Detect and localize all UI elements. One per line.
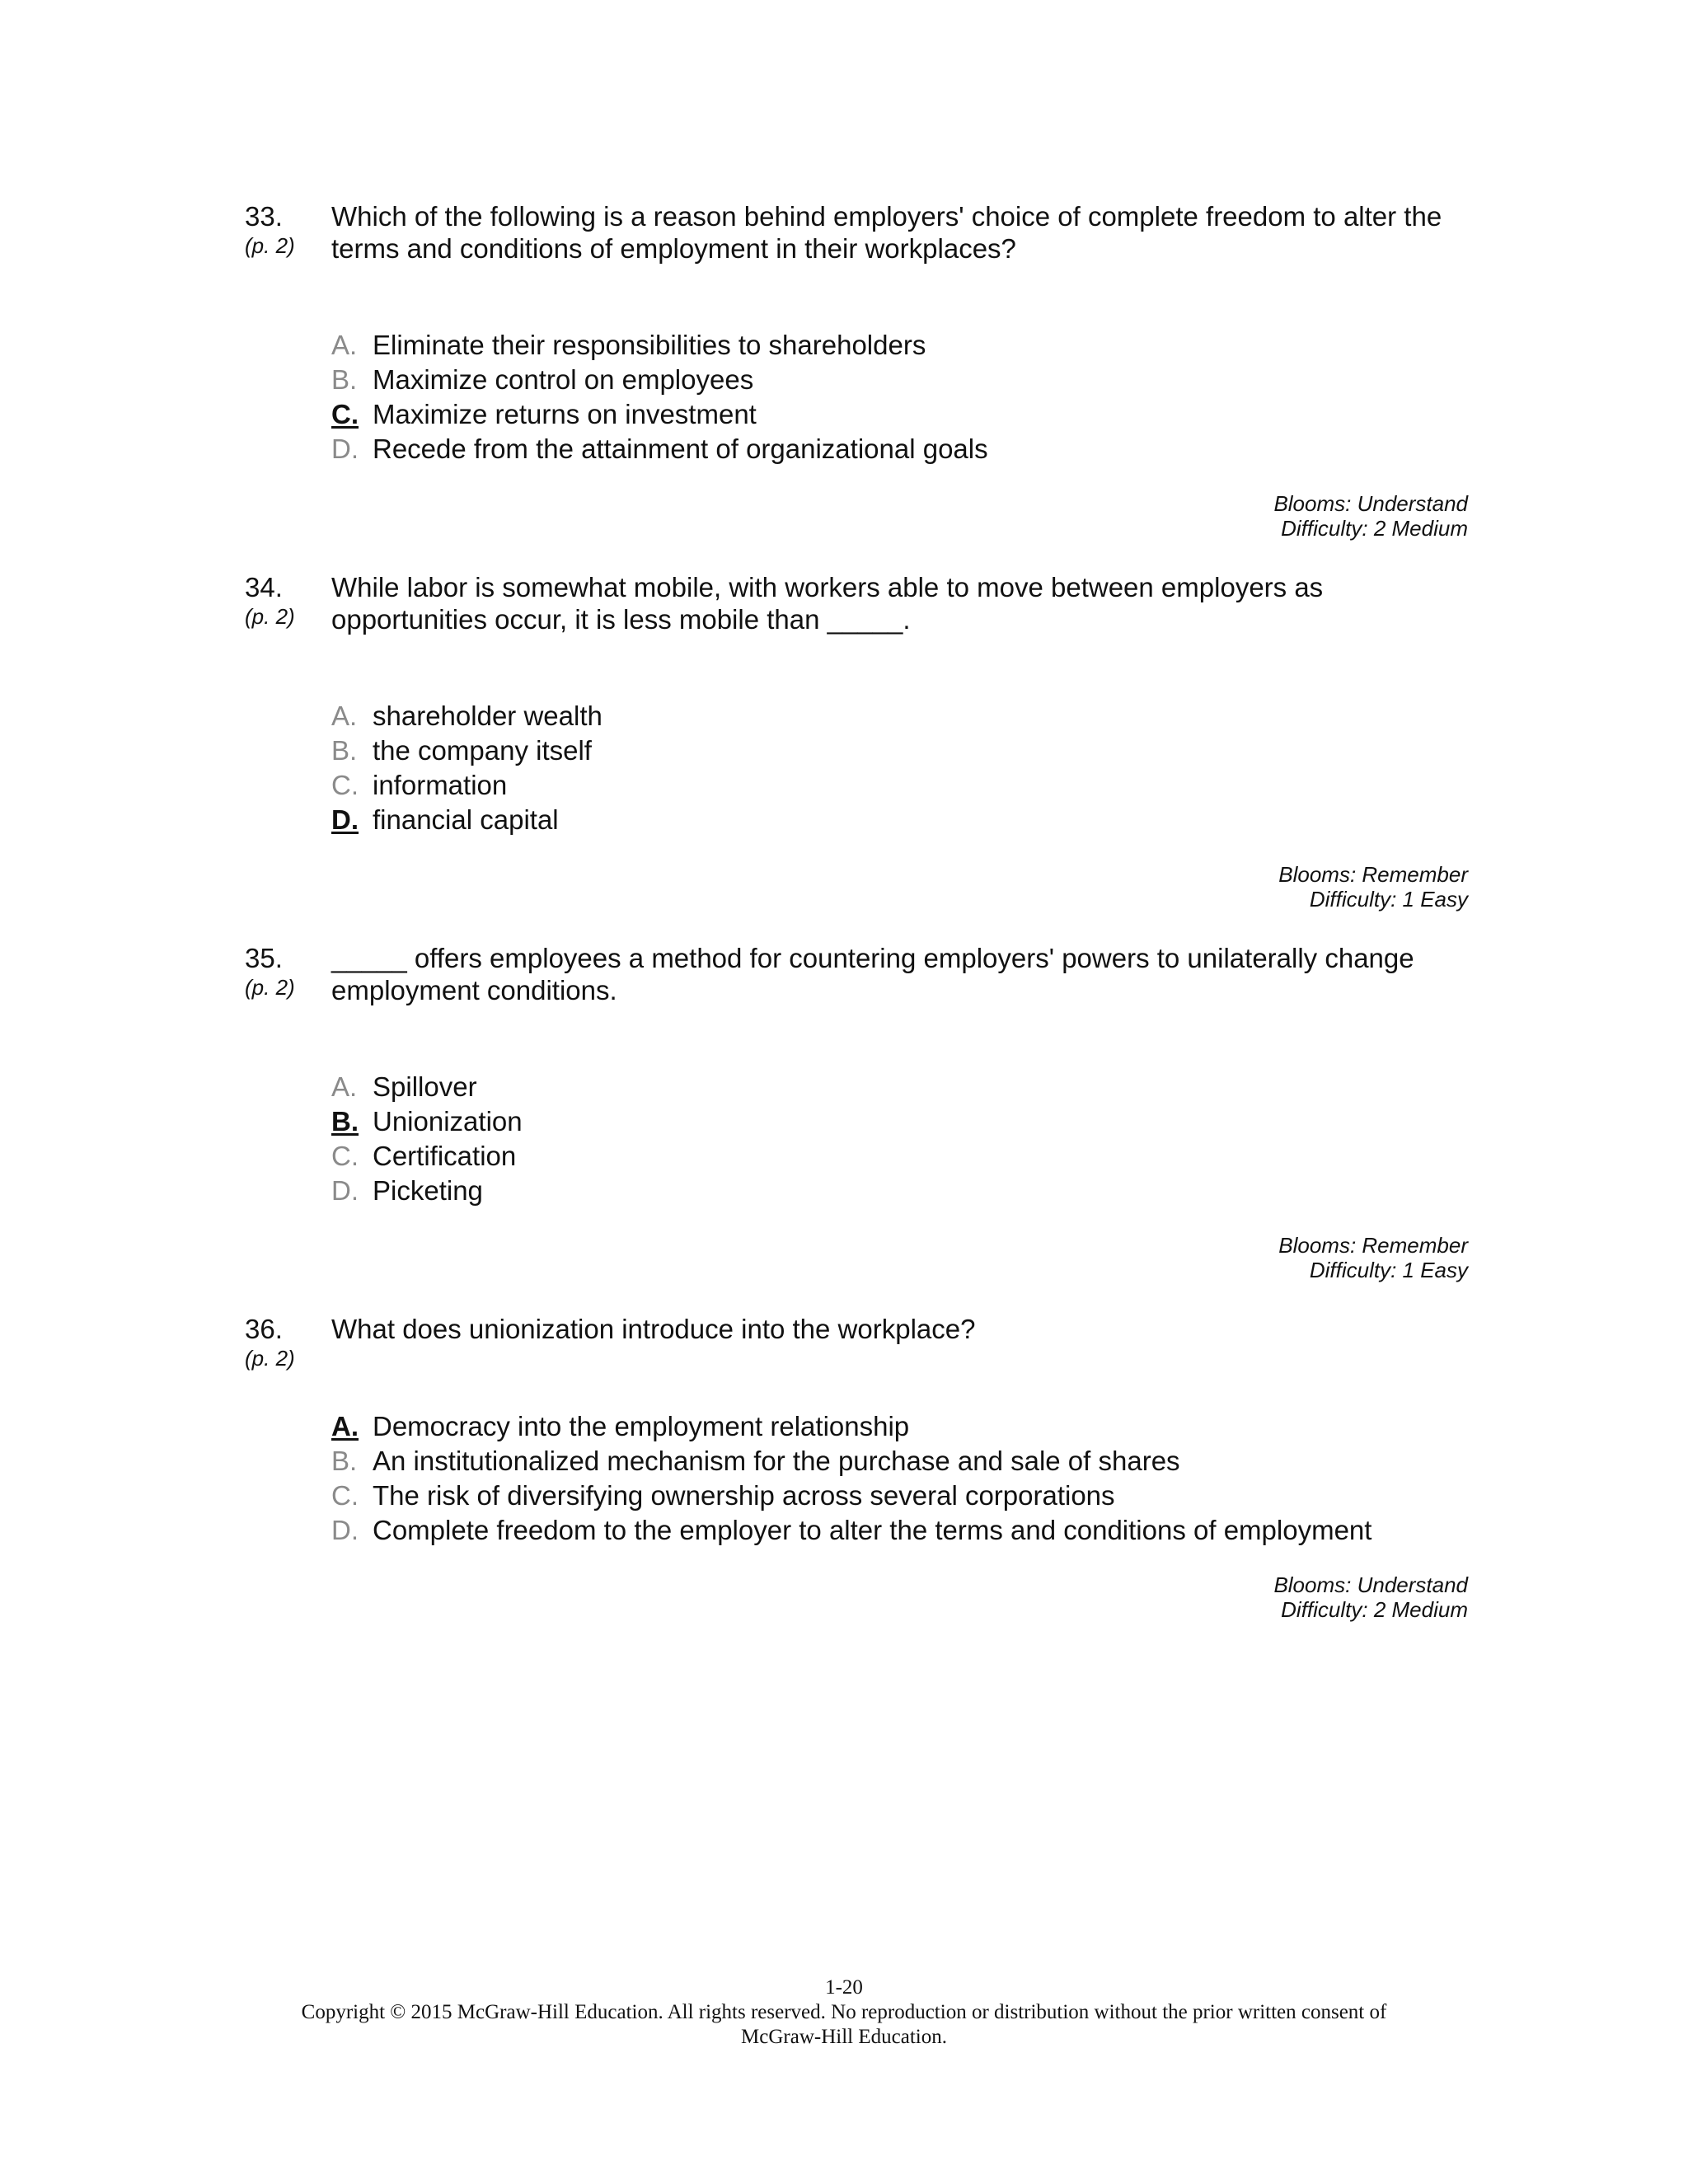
option-letter: D.: [331, 1175, 359, 1206]
option-d: [331, 1513, 1372, 1548]
answer-options: [331, 328, 988, 466]
answer-options: [331, 1409, 1372, 1548]
option-d: [331, 432, 988, 466]
option-a: [331, 699, 603, 733]
option-letter: B.: [331, 1106, 359, 1137]
option-d: [331, 803, 603, 837]
option-c: [331, 1479, 1372, 1513]
option-text: Democracy into the employment relationship: [373, 1411, 910, 1441]
option-letter: B.: [331, 735, 358, 766]
question-number: 36.: [245, 1314, 283, 1344]
page-number: 1-20: [825, 1976, 863, 1999]
option-a: [331, 1070, 523, 1104]
option-letter: C.: [331, 1480, 359, 1511]
page-reference: (p. 2): [245, 604, 295, 629]
difficulty-level: Difficulty: 2 Medium: [1281, 1597, 1468, 1622]
option-text: information: [373, 770, 508, 800]
difficulty-level: Difficulty: 2 Medium: [1281, 516, 1468, 541]
difficulty-level: Difficulty: 1 Easy: [1309, 1258, 1468, 1282]
option-letter: D.: [331, 804, 359, 835]
option-c: [331, 768, 603, 803]
page-reference: (p. 2): [245, 233, 295, 258]
option-text: Picketing: [373, 1175, 483, 1206]
option-text: Maximize returns on investment: [373, 399, 757, 429]
option-letter: A.: [331, 1411, 359, 1441]
question-number: 34.: [245, 572, 283, 602]
page-footer: [0, 1975, 1688, 2050]
question-text: While labor is somewhat mobile, with workers able to move between employers as opportunities occur, it is less mobile than _____.: [331, 572, 1324, 635]
option-text: the company itself: [373, 735, 592, 766]
blooms-level: Blooms: Remember: [1278, 862, 1468, 887]
option-letter: B.: [331, 1446, 358, 1476]
blooms-level: Blooms: Remember: [1278, 1233, 1468, 1258]
question-text: Which of the following is a reason behind employers' choice of complete freedom to alter the terms and conditions of employment in their workplaces?: [331, 201, 1442, 264]
answer-options: [331, 1070, 523, 1208]
option-letter: D.: [331, 434, 359, 464]
option-b: [331, 733, 603, 768]
copyright-line-2: McGraw-Hill Education.: [741, 2026, 947, 2048]
option-letter: A.: [331, 1071, 358, 1102]
option-b: [331, 1104, 523, 1139]
option-text: The risk of diversifying ownership across several corporations: [373, 1480, 1115, 1511]
option-text: Recede from the attainment of organizational goals: [373, 434, 988, 464]
question-metadata: [1278, 862, 1468, 912]
option-text: Maximize control on employees: [373, 364, 754, 395]
option-letter: B.: [331, 364, 358, 395]
option-text: Complete freedom to the employer to alter the terms and conditions of employment: [373, 1515, 1372, 1545]
answer-options: [331, 699, 603, 837]
question-number: 33.: [245, 201, 283, 232]
option-text: An institutionalized mechanism for the purchase and sale of shares: [373, 1446, 1180, 1476]
page-reference: (p. 2): [245, 975, 295, 1000]
option-letter: D.: [331, 1515, 359, 1545]
option-letter: A.: [331, 330, 358, 360]
difficulty-level: Difficulty: 1 Easy: [1309, 887, 1468, 912]
option-text: Eliminate their responsibilities to shareholders: [373, 330, 926, 360]
option-text: Unionization: [373, 1106, 523, 1137]
option-a: [331, 328, 988, 363]
option-letter: C.: [331, 770, 359, 800]
option-text: financial capital: [373, 804, 559, 835]
question-text: What does unionization introduce into the workplace?: [331, 1314, 976, 1344]
question-metadata: [1273, 1572, 1468, 1622]
option-a: [331, 1409, 1372, 1444]
option-c: [331, 397, 988, 432]
copyright-line-1: Copyright © 2015 McGraw-Hill Education. All rights reserved. No reproduction or distribution without the prior written consent of: [301, 2001, 1387, 2023]
blooms-level: Blooms: Understand: [1273, 1572, 1468, 1597]
question-text: _____ offers employees a method for countering employers' powers to unilaterally change employment conditions.: [331, 943, 1414, 1005]
option-d: [331, 1174, 523, 1208]
question-number: 35.: [245, 943, 283, 973]
option-letter: C.: [331, 1141, 359, 1171]
option-letter: C.: [331, 399, 359, 429]
question-metadata: [1278, 1233, 1468, 1282]
blooms-level: Blooms: Understand: [1273, 491, 1468, 516]
option-text: Certification: [373, 1141, 517, 1171]
page-reference: (p. 2): [245, 1346, 295, 1371]
option-b: [331, 363, 988, 397]
question-metadata: [1273, 491, 1468, 541]
option-letter: A.: [331, 701, 358, 731]
option-text: Spillover: [373, 1071, 477, 1102]
option-c: [331, 1139, 523, 1174]
option-b: [331, 1444, 1372, 1479]
option-text: shareholder wealth: [373, 701, 603, 731]
